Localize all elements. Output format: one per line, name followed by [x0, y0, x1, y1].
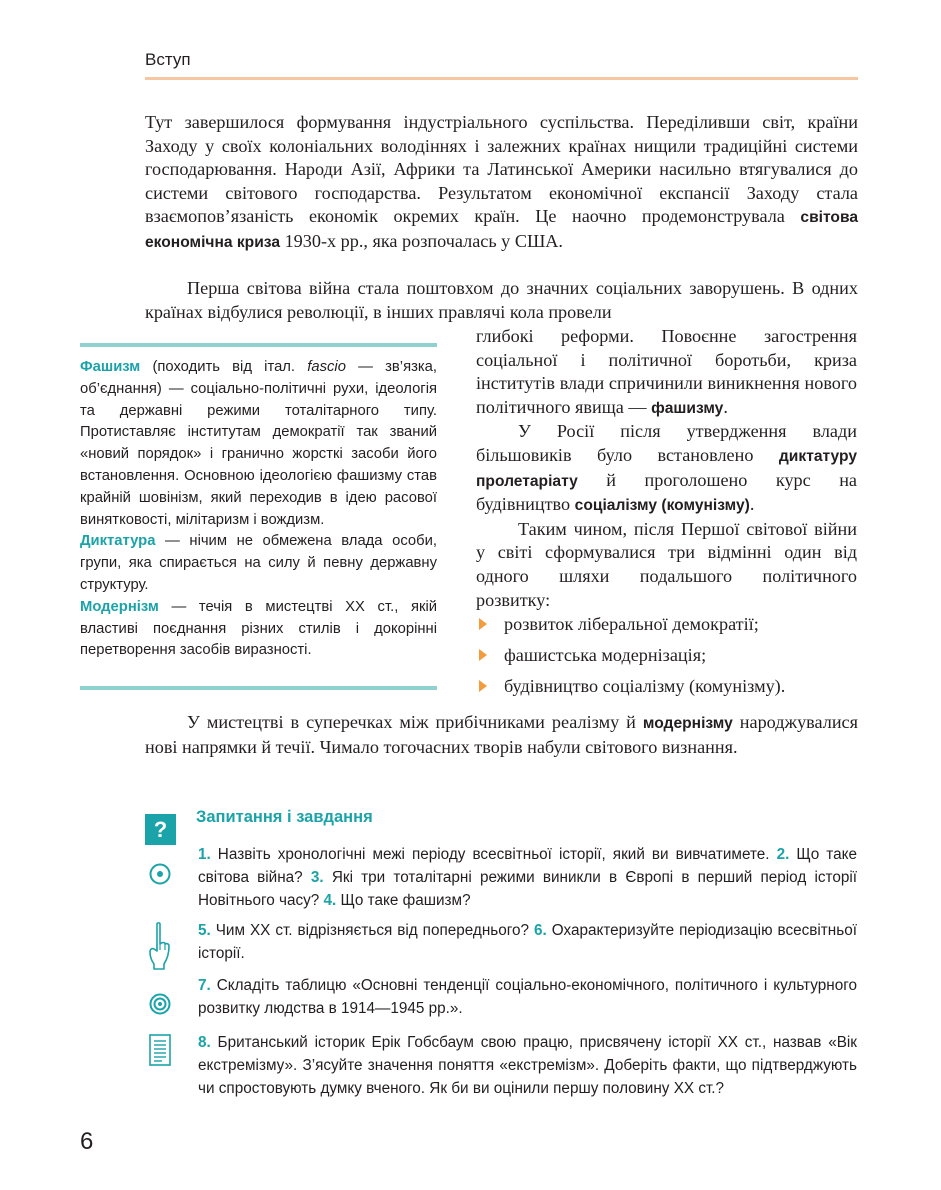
task-number: 8. — [198, 1034, 211, 1051]
paragraph-text: . — [749, 494, 755, 515]
glossary-entry — [80, 597, 437, 662]
glossary-bottom-rule — [80, 686, 437, 690]
task-group-1 — [198, 843, 857, 912]
triangle-bullet-icon — [479, 649, 487, 661]
list-item-text: розвиток ліберальної демократії; — [504, 614, 759, 634]
task-text: Що таке фашизм? — [336, 892, 471, 909]
list-item-text: фашистська модернізація; — [504, 645, 707, 665]
header-divider — [145, 77, 858, 80]
task-number: 6. — [534, 922, 547, 939]
key-term: світова економічна криза — [145, 209, 858, 251]
target-dot-icon — [148, 862, 172, 886]
questions-heading: Запитання і завдання — [196, 808, 373, 826]
task-group-3 — [198, 974, 857, 1020]
triangle-bullet-icon — [479, 680, 487, 692]
glossary-definition: — зв’язка, об’єднання) — соціально-політичні рухи, ідеологія та державні режими тоталітарного типу. Протиставляє інститутам демократії так званий «новий порядок» і гранично жорсткі засоби його встановлення. Основною ідеологією фашизму став крайній шовінізм, який переходив в ідею расової винятковості, мілітаризм і вождизм. — [80, 359, 438, 528]
key-term: модернізму — [642, 715, 733, 732]
key-term: соціалізму (комунізму) — [574, 497, 750, 515]
key-term: фашизму — [651, 399, 724, 417]
task-number: 7. — [198, 977, 211, 994]
list-item — [476, 612, 866, 636]
task-text: Складіть таблицю «Основні тенденції соціально-економічного, політичного і культурного розвитку людства в 1914—1945 рр.». — [198, 977, 857, 1017]
task-number: 4. — [323, 892, 337, 909]
task-text: Назвіть хронологічні межі періоду всесвітньої історії, який ви вивчатимете. — [210, 846, 777, 863]
question-mark-icon: ? — [145, 814, 176, 845]
glossary-box — [80, 357, 437, 662]
task-text: Чим XX ст. відрізняється від попереднього? — [210, 922, 535, 939]
paragraph-text: Таким чином, після Першої світової війни у світі сформувалися три відмінні один від одного шляхи подальшого політичного розвитку: — [476, 518, 857, 610]
paragraph-text: 1930-х рр., яка розпочалась у США. — [280, 230, 563, 251]
glossary-definition: — нічим не обмежена влада особи, групи, яка спирається на силу й певну державну структуру. — [80, 533, 437, 593]
list-item — [476, 674, 866, 698]
section-title: Вступ — [145, 50, 191, 69]
paragraph-text: глибокі реформи. Повоєнне загострення соціальної і політичної боротьби, криза інститутів влади спричинили виникнення нового політичного явища — — [476, 326, 857, 417]
page-number: 6 — [80, 1128, 94, 1155]
glossary-term: Фашизм — [80, 359, 141, 375]
task-number: 3. — [310, 869, 324, 886]
paragraph-text: народжувалися нові напрямки й течії. Чимало тогочасних творів набули світового визнання. — [145, 712, 858, 757]
task-text: Британський історик Ерік Гобсбаум свою працю, присвячену історії XX ст., назвав «Вік екстремізму». З’ясуйте значення поняття «екстремізм». Доберіть факти, що підтверджують чи спростовують думку вченого. Як би ви оцінили першу половину XX ст.? — [198, 1034, 857, 1097]
glossary-definition: — течія в мистецтві XX ст., якій властиві поєднання різних стилів і докорінні перетворення засобів виразності. — [80, 598, 437, 659]
task-group-2 — [198, 919, 857, 965]
right-column — [476, 325, 857, 612]
task-text: Які три тоталітарні режими виникли в Європі в перший період історії Новітнього часу? — [198, 869, 858, 909]
pointing-hand-icon — [148, 922, 172, 972]
glossary-top-rule — [80, 343, 437, 347]
key-term: диктатуру пролетаріату — [476, 447, 857, 490]
glossary-entry — [80, 357, 437, 531]
paragraph-2 — [145, 277, 858, 324]
glossary-term: Модернізм — [80, 598, 159, 615]
task-number: 1. — [198, 846, 211, 863]
paragraph-text: й проголошено курс на будівництво — [476, 469, 857, 515]
task-text: Що таке світова війна? — [198, 846, 857, 886]
paragraph-text: У мистецтві в суперечках між прибічниками реалізму й — [187, 712, 643, 732]
paragraph-text: У Росії після утвердження влади більшовиків було встановлено — [476, 421, 857, 465]
list-item — [476, 643, 866, 667]
bullet-list — [476, 612, 866, 705]
task-group-4 — [198, 1031, 857, 1100]
task-text: Охарактеризуйте періодизацію всесвітньої історії. — [198, 922, 857, 962]
task-number: 5. — [198, 922, 211, 939]
triangle-bullet-icon — [479, 618, 487, 630]
paragraph-text: Тут завершилося формування індустріального суспільства. Переділивши світ, країни Заходу у своїх колоніальних володіннях і залежних країнах нищили традиційні системи господарювання. Народи Азії, Африки та Латинської Америки насильно втягувалися до системи світового господарства. Результатом економічної експансії Заходу стала взаємопов’язаність економік окремих країн. Це наочно продемонструвала — [145, 112, 858, 227]
paragraph-3 — [476, 325, 857, 420]
list-item-text: будівництво соціалізму (комунізму). — [504, 676, 786, 696]
paragraph-text: Перша світова війна стала поштовхом до значних соціальних заворушень. В одних країнах відбулися революції, в інших правлячі кола провели — [145, 278, 858, 322]
document-icon — [148, 1033, 172, 1067]
glossary-entry — [80, 531, 437, 596]
paragraph-5 — [476, 518, 857, 612]
paragraph-1 — [145, 111, 858, 255]
paragraph-6 — [145, 711, 858, 759]
glossary-italic: fascio — [307, 359, 346, 375]
glossary-term: Диктатура — [80, 533, 156, 550]
glossary-text: (походить від італ. — [140, 359, 308, 375]
task-number: 2. — [776, 846, 790, 863]
paragraph-text: . — [723, 396, 728, 417]
paragraph-4 — [476, 420, 857, 517]
bullseye-icon — [148, 992, 172, 1016]
